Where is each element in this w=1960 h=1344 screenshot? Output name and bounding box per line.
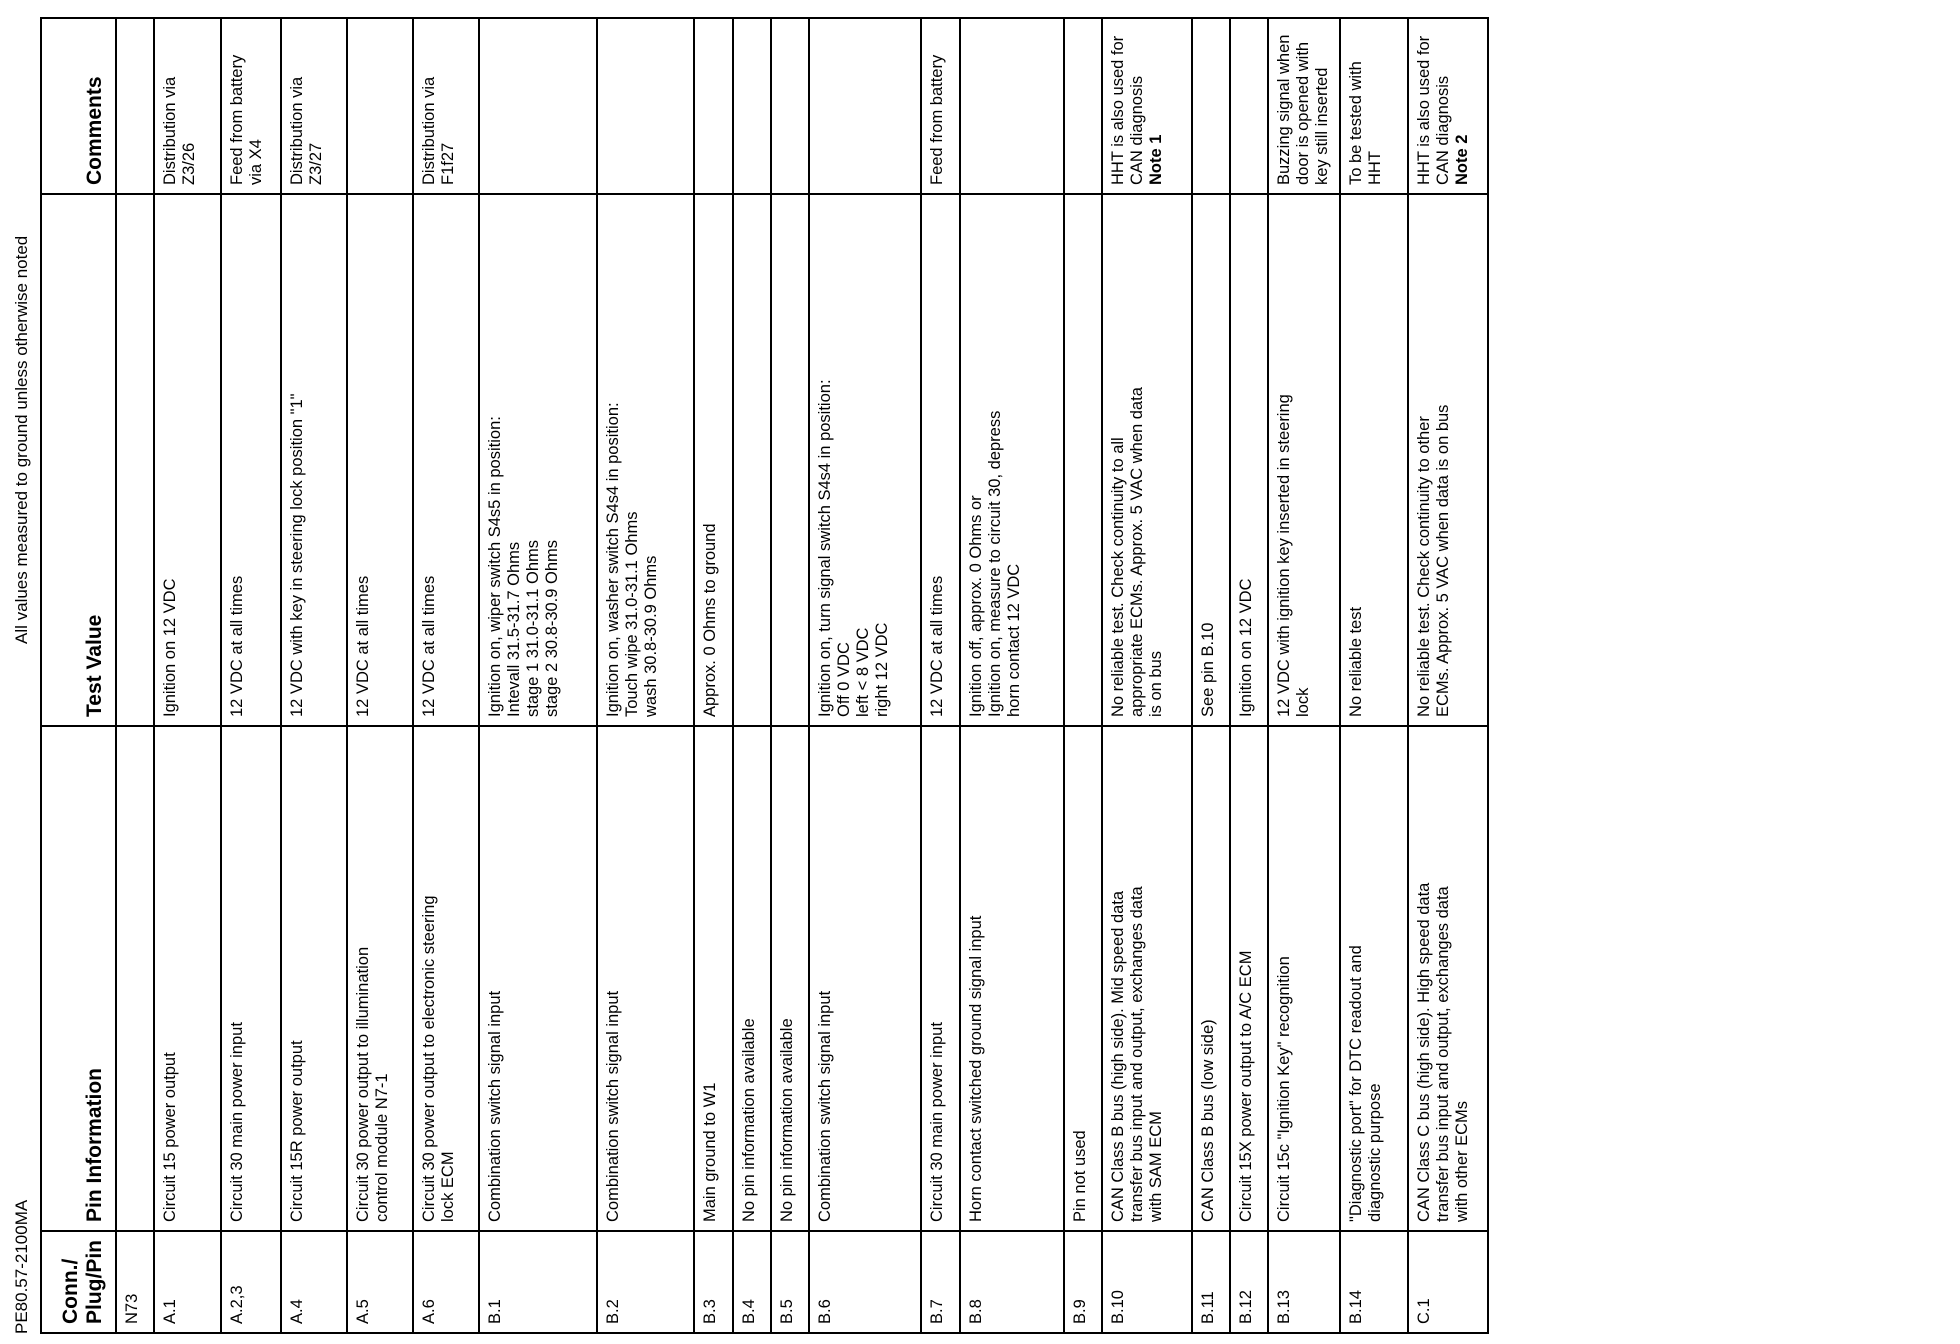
info-cell: CAN Class B bus (low side) xyxy=(1192,726,1230,1231)
document-id: PE80.57-2100MA xyxy=(12,1199,31,1334)
table-row xyxy=(694,18,733,1333)
table-row xyxy=(1102,18,1192,1333)
pin-cell: B.1 xyxy=(479,1231,597,1333)
table-row xyxy=(1064,18,1102,1333)
test-cell: 12 VDC with key in steering lock position "1" xyxy=(281,194,347,726)
pin-cell: B.8 xyxy=(960,1231,1064,1333)
table-row xyxy=(479,18,597,1333)
test-cell: Ignition on 12 VDC xyxy=(154,194,221,726)
table-row xyxy=(960,18,1064,1333)
comments-cell xyxy=(1408,18,1488,194)
pin-cell: A.1 xyxy=(154,1231,221,1333)
info-cell: Combination switch signal input xyxy=(479,726,597,1231)
table-row xyxy=(281,18,347,1333)
info-cell: Circuit 15R power output xyxy=(281,726,347,1231)
test-cell: Ignition on, wiper switch S4s5 in position: Intevall 31.5-31.7 Ohms stage 1 31.0-31.1 Ohms stage 2 30.8-30.9 Ohms xyxy=(479,194,597,726)
table-row xyxy=(1268,18,1340,1333)
info-cell: No pin information available xyxy=(771,726,809,1231)
table-row xyxy=(1192,18,1230,1333)
info-cell: No pin information available xyxy=(733,726,771,1231)
comment-text: HHT is also used for CAN diagnosis xyxy=(1415,35,1452,185)
pin-cell: C.1 xyxy=(1408,1231,1488,1333)
pin-cell: B.10 xyxy=(1102,1231,1192,1333)
test-cell: 12 VDC at all times xyxy=(413,194,479,726)
table-row xyxy=(597,18,694,1333)
comments-cell xyxy=(960,18,1064,194)
measurement-note: All values measured to ground unless otherwise noted xyxy=(12,235,31,644)
comment-note: Note 2 xyxy=(1453,134,1471,185)
info-cell: Combination switch signal input xyxy=(597,726,694,1231)
test-cell xyxy=(116,194,154,726)
info-cell: Horn contact switched ground signal input xyxy=(960,726,1064,1231)
info-cell: Circuit 30 power output to illumination control module N7-1 xyxy=(347,726,413,1231)
pin-cell: B.3 xyxy=(694,1231,733,1333)
comments-cell: Buzzing signal when door is opened with key still inserted xyxy=(1268,18,1340,194)
table-row xyxy=(1340,18,1408,1333)
comments-cell xyxy=(597,18,694,194)
table-row xyxy=(921,18,960,1333)
comments-cell: Feed from battery xyxy=(921,18,960,194)
comments-cell: Distribution via Z3/27 xyxy=(281,18,347,194)
comments-cell xyxy=(1064,18,1102,194)
info-cell: Circuit 15 power output xyxy=(154,726,221,1231)
comments-cell xyxy=(116,18,154,194)
pin-cell: B.14 xyxy=(1340,1231,1408,1333)
pin-cell: B.13 xyxy=(1268,1231,1340,1333)
pin-cell: A.2,3 xyxy=(221,1231,281,1333)
pin-cell: A.5 xyxy=(347,1231,413,1333)
table-row xyxy=(771,18,809,1333)
comment-text: HHT is also used for CAN diagnosis xyxy=(1109,35,1146,185)
test-cell: 12 VDC with ignition key inserted in steering lock xyxy=(1268,194,1340,726)
comments-cell xyxy=(809,18,921,194)
test-cell: No reliable test. Check continuity to all appropriate ECMs. Approx. 5 VAC when data is on bus xyxy=(1102,194,1192,726)
pin-cell: A.4 xyxy=(281,1231,347,1333)
comments-cell xyxy=(1192,18,1230,194)
test-cell xyxy=(771,194,809,726)
info-cell: Circuit 15X power output to A/C ECM xyxy=(1230,726,1268,1231)
info-cell: Circuit 30 main power input xyxy=(221,726,281,1231)
info-cell: Pin not used xyxy=(1064,726,1102,1231)
pin-cell: B.6 xyxy=(809,1231,921,1333)
table-row xyxy=(809,18,921,1333)
info-cell: Circuit 30 main power input xyxy=(921,726,960,1231)
comments-cell: Distribution via Z3/26 xyxy=(154,18,221,194)
test-cell: See pin B.10 xyxy=(1192,194,1230,726)
table-header-row xyxy=(41,18,116,1333)
comments-cell: Feed from battery via X4 xyxy=(221,18,281,194)
comments-cell xyxy=(479,18,597,194)
test-cell: Approx. 0 Ohms to ground xyxy=(694,194,733,726)
table-row xyxy=(1230,18,1268,1333)
pin-cell: N73 xyxy=(116,1231,154,1333)
test-cell xyxy=(1064,194,1102,726)
table-row xyxy=(347,18,413,1333)
pin-cell: B.12 xyxy=(1230,1231,1268,1333)
pin-cell: A.6 xyxy=(413,1231,479,1333)
header-pin: Conn./ Plug/Pin xyxy=(41,1231,116,1333)
info-cell: "Diagnostic port" for DTC readout and diagnostic purpose xyxy=(1340,726,1408,1231)
comments-cell: To be tested with HHT xyxy=(1340,18,1408,194)
header-test-value: Test Value xyxy=(41,194,116,726)
test-cell: 12 VDC at all times xyxy=(221,194,281,726)
test-cell: Ignition on 12 VDC xyxy=(1230,194,1268,726)
test-cell: Ignition on, washer switch S4s4 in position: Touch wipe 31.0-31.1 Ohms wash 30.8-30.9 Ohms xyxy=(597,194,694,726)
pin-cell: B.2 xyxy=(597,1231,694,1333)
pin-cell: B.7 xyxy=(921,1231,960,1333)
test-cell: No reliable test xyxy=(1340,194,1408,726)
info-cell: Combination switch signal input xyxy=(809,726,921,1231)
comment-note: Note 1 xyxy=(1147,134,1165,185)
test-cell: No reliable test. Check continuity to other ECMs. Approx. 5 VAC when data is on bus xyxy=(1408,194,1488,726)
header-pin-information: Pin Information xyxy=(41,726,116,1231)
test-cell: 12 VDC at all times xyxy=(921,194,960,726)
table-row xyxy=(733,18,771,1333)
comments-cell xyxy=(733,18,771,194)
table-row xyxy=(116,18,154,1333)
table-row xyxy=(1408,18,1488,1333)
comments-cell xyxy=(694,18,733,194)
test-cell: 12 VDC at all times xyxy=(347,194,413,726)
info-cell xyxy=(116,726,154,1231)
table-row xyxy=(413,18,479,1333)
info-cell: Main ground to W1 xyxy=(694,726,733,1231)
info-cell: Circuit 15c "Ignition Key" recognition xyxy=(1268,726,1340,1231)
pin-test-table xyxy=(40,17,1489,1334)
pin-cell: B.5 xyxy=(771,1231,809,1333)
test-cell xyxy=(733,194,771,726)
info-cell: CAN Class B bus (high side). Mid speed data transfer bus input and output, exchanges data with SAM ECM xyxy=(1102,726,1192,1231)
table-row xyxy=(221,18,281,1333)
pin-cell: B.9 xyxy=(1064,1231,1102,1333)
info-cell: Circuit 30 power output to electronic steering lock ECM xyxy=(413,726,479,1231)
comments-cell xyxy=(771,18,809,194)
comments-cell xyxy=(347,18,413,194)
comments-cell xyxy=(1230,18,1268,194)
pin-cell: B.4 xyxy=(733,1231,771,1333)
table-row xyxy=(154,18,221,1333)
pin-cell: B.11 xyxy=(1192,1231,1230,1333)
test-cell: Ignition off, approx. 0 Ohms or Ignition on, measure to circuit 30, depress horn contact 12 VDC xyxy=(960,194,1064,726)
comments-cell xyxy=(1102,18,1192,194)
info-cell: CAN Class C bus (high side). High speed data transfer bus input and output, exchanges data with other ECMs xyxy=(1408,726,1488,1231)
test-cell: Ignition on, turn signal switch S4s4 in position: Off 0 VDC left < 8 VDC right 12 VDC xyxy=(809,194,921,726)
header-comments: Comments xyxy=(41,18,116,194)
comments-cell: Distribution via F1f27 xyxy=(413,18,479,194)
